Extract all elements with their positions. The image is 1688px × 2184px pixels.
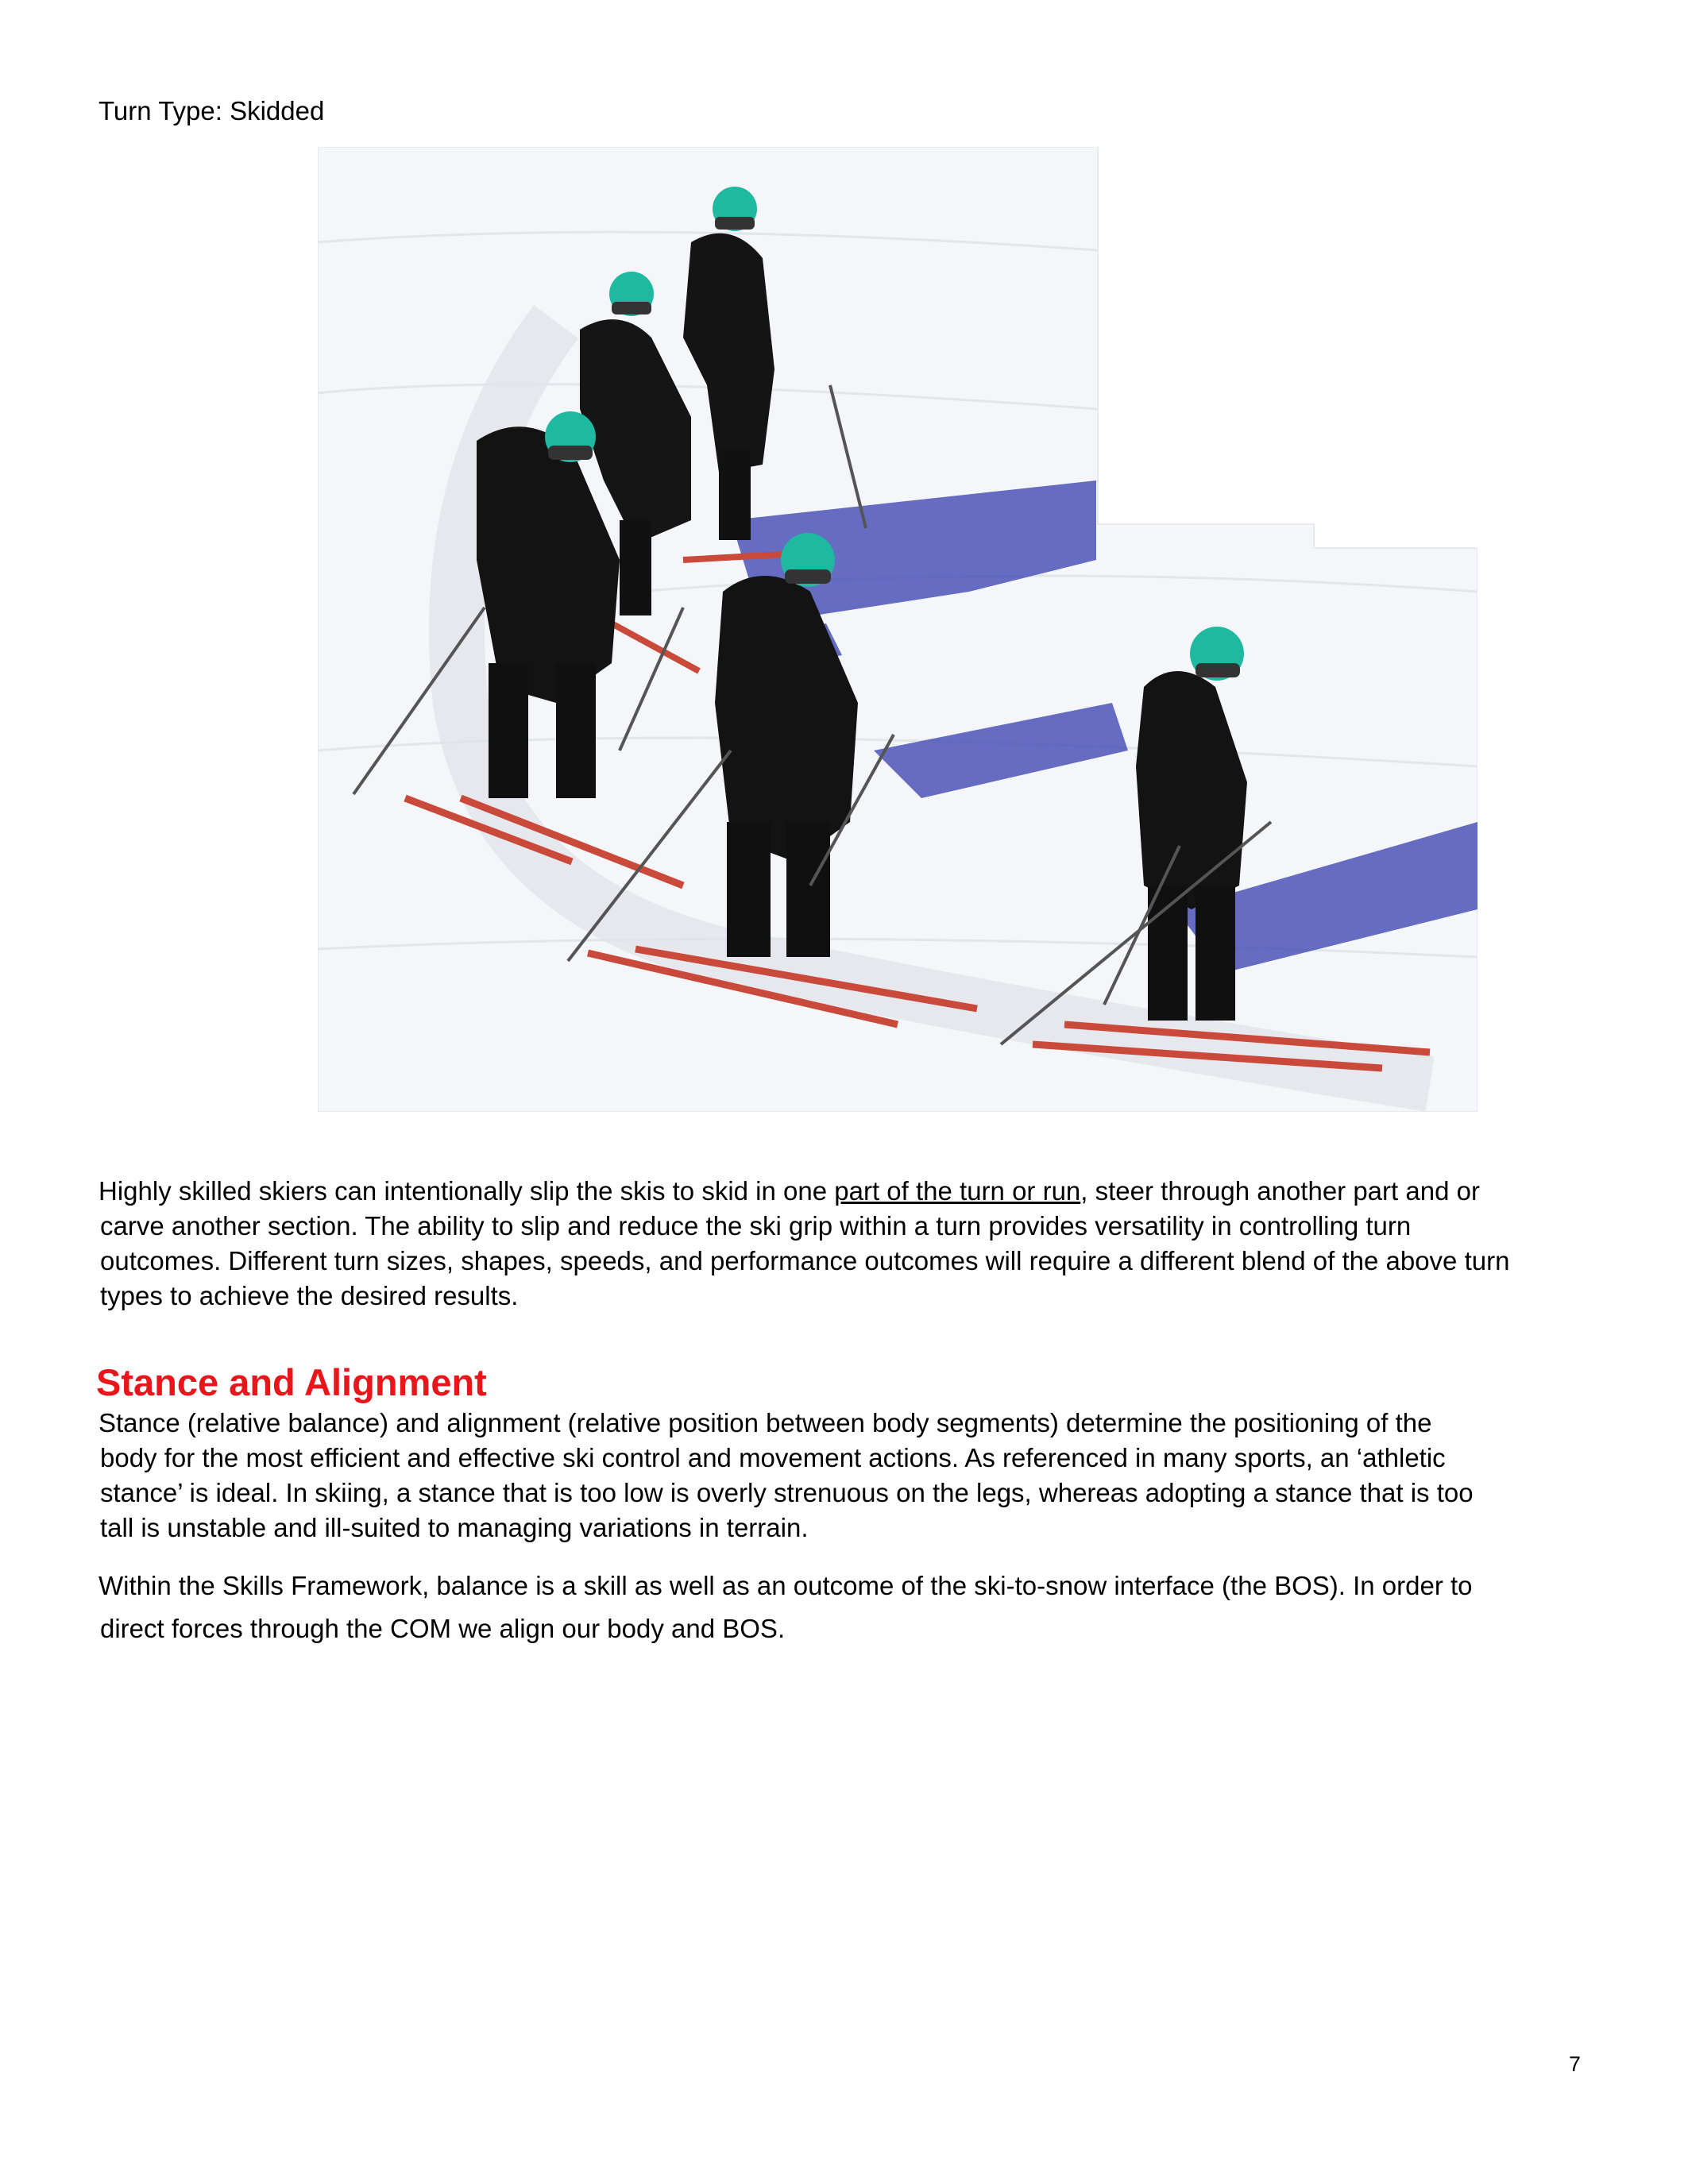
skiers-photo [318, 147, 1477, 1112]
section-heading: Stance and Alignment [96, 1361, 487, 1403]
part-of-turn-link[interactable]: part of the turn or run [834, 1176, 1081, 1206]
turn-type-label: Turn Type: Skidded [98, 96, 325, 125]
para3-line: Within the Skills Framework, balance is a skill as well as an outcome of the ski-to-snow interface (the BOS). In order to [98, 1571, 1473, 1600]
para1-text-end: , steer through another part and or [1080, 1176, 1480, 1206]
para1-text-start: Highly skilled skiers can intentionally slip the skis to skid in one [98, 1176, 835, 1206]
stance-paragraph [98, 1406, 1592, 1545]
para1-line: carve another section. The ability to slip and reduce the ski grip within a turn provides versatility in controlling turn [100, 1211, 1412, 1241]
para2-line: tall is unstable and ill-suited to managing variations in terrain. [100, 1513, 809, 1542]
para1-line: outcomes. Different turn sizes, shapes, speeds, and performance outcomes will require a different blend of the above turn [100, 1246, 1510, 1275]
skills-framework-paragraph [98, 1565, 1592, 1650]
page-number: 7 [1569, 2052, 1582, 2076]
para1-line: types to achieve the desired results. [100, 1281, 519, 1310]
para2-line: stance’ is ideal. In skiing, a stance that is too low is overly strenuous on the legs, whereas adopting a stance that is too [100, 1478, 1474, 1507]
skidding-paragraph [98, 1174, 1592, 1314]
para2-line: Stance (relative balance) and alignment (relative position between body segments) determine the positioning of the [98, 1408, 1432, 1437]
para2-line: body for the most efficient and effective ski control and movement actions. As referenced in many sports, an ‘athletic [100, 1443, 1446, 1472]
para3-line: direct forces through the COM we align our body and BOS. [100, 1614, 786, 1643]
